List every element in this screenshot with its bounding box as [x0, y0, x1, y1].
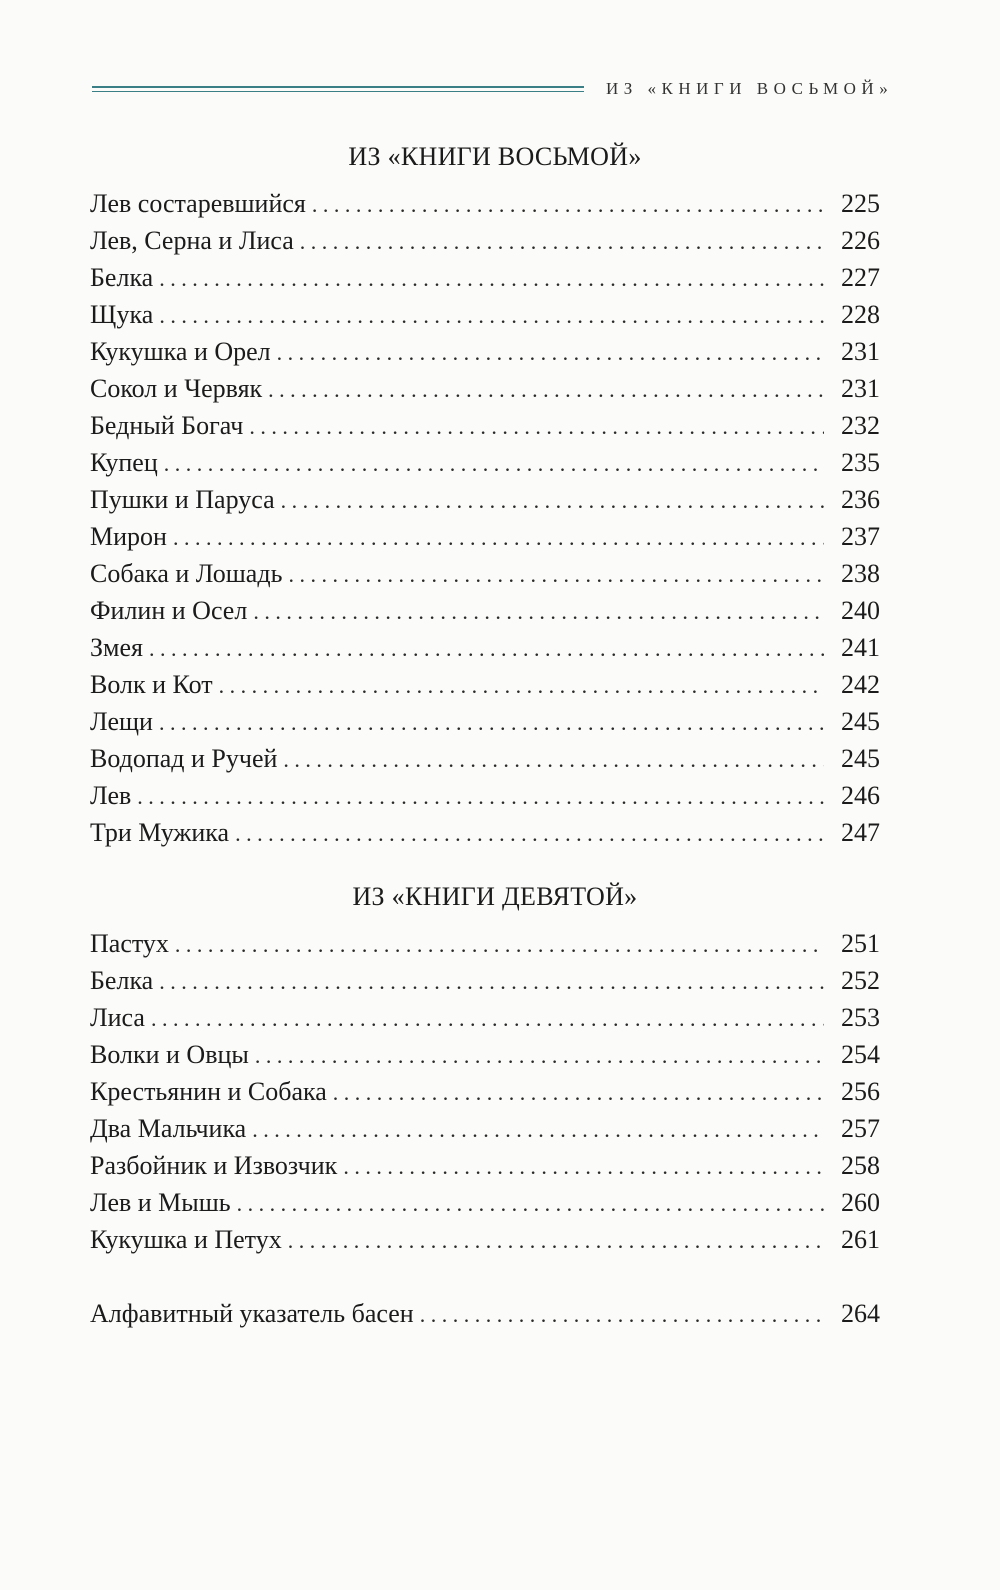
toc-entry-title: Белка [90, 966, 154, 995]
toc-entry-page: 241 [841, 633, 880, 662]
toc-entry[interactable] [90, 259, 880, 296]
toc-entry-page: 228 [841, 300, 880, 329]
toc-entry-page: 245 [841, 707, 880, 736]
toc-entry[interactable] [90, 1147, 880, 1184]
dot-leader [235, 815, 824, 852]
dot-leader [312, 186, 824, 223]
toc-entry-title: Разбойник и Извозчик [90, 1151, 338, 1180]
section-title-book-eight: ИЗ «КНИГИ ВОСЬМОЙ» [348, 142, 642, 171]
toc-entry-page: 251 [841, 929, 880, 958]
toc-entry[interactable] [90, 370, 880, 407]
dot-leader [333, 1074, 824, 1111]
toc-entry-page: 235 [841, 448, 880, 477]
dot-leader [253, 593, 824, 630]
toc-entry-title: Сокол и Червяк [90, 374, 263, 403]
toc-entry-title: Мирон [90, 522, 167, 551]
toc-entry-title: Лев [90, 781, 132, 810]
toc-entry-title: Крестьянин и Собака [90, 1077, 327, 1106]
toc-entry[interactable] [90, 666, 880, 703]
toc-entry-page: 253 [841, 1003, 880, 1032]
toc-entry[interactable] [90, 296, 880, 333]
toc-entry[interactable] [90, 703, 880, 740]
toc-entry-page: 260 [841, 1188, 880, 1217]
toc-entry-page: 236 [841, 485, 880, 514]
toc-entry-title: Волки и Овцы [90, 1040, 249, 1069]
toc-entry-title: Щука [90, 300, 154, 329]
toc-entry-title: Алфавитный указатель басен [90, 1299, 414, 1328]
toc-entry-page: 258 [841, 1151, 880, 1180]
dot-leader [219, 667, 824, 704]
toc-entry-title: Змея [90, 633, 143, 662]
header-rule [92, 86, 584, 92]
toc-entry-title: Филин и Осел [90, 596, 248, 625]
toc-entry[interactable] [90, 407, 880, 444]
toc-entry[interactable] [90, 518, 880, 555]
toc-entry-page: 246 [841, 781, 880, 810]
dot-leader [277, 334, 824, 371]
toc-entry-page: 227 [841, 263, 880, 292]
toc-entry-title: Кукушка и Орел [90, 337, 271, 366]
dot-leader [255, 1037, 824, 1074]
dot-leader [173, 519, 824, 556]
toc-entry-page: 254 [841, 1040, 880, 1069]
toc-entry-title: Волк и Кот [90, 670, 213, 699]
dot-leader [288, 556, 824, 593]
dot-leader [159, 297, 824, 334]
toc-list-book-nine [90, 925, 880, 1258]
dot-leader [159, 704, 824, 741]
toc-entry-title: Лещи [90, 707, 153, 736]
dot-leader [159, 963, 824, 1000]
dot-leader [252, 1111, 824, 1148]
toc-entry[interactable] [90, 1110, 880, 1147]
toc-entry-page: 238 [841, 559, 880, 588]
running-head [92, 78, 892, 100]
toc-entry-page: 247 [841, 818, 880, 847]
dot-leader [151, 1000, 824, 1037]
dot-leader [281, 482, 824, 519]
toc-entry-title: Пастух [90, 929, 169, 958]
dot-leader [343, 1148, 824, 1185]
dot-leader [164, 445, 824, 482]
toc-index [90, 1295, 880, 1332]
toc-entry[interactable] [90, 1184, 880, 1221]
toc-entry[interactable] [90, 1221, 880, 1258]
toc-entry[interactable] [90, 962, 880, 999]
dot-leader [268, 371, 824, 408]
toc-entry-title: Белка [90, 263, 154, 292]
toc-entry-title: Бедный Богач [90, 411, 244, 440]
toc-entry-title: Кукушка и Петух [90, 1225, 282, 1254]
toc-entry-title: Лев состаревшийся [90, 189, 306, 218]
toc-entry-title: Собака и Лошадь [90, 559, 283, 588]
toc-entry-index[interactable] [90, 1295, 880, 1332]
toc-entry[interactable] [90, 1036, 880, 1073]
section-title-book-nine: ИЗ «КНИГИ ДЕВЯТОЙ» [352, 882, 638, 911]
toc-entry[interactable] [90, 592, 880, 629]
toc-entry-title: Лев, Серна и Лиса [90, 226, 294, 255]
toc-entry-page: 252 [841, 966, 880, 995]
toc-entry-page: 245 [841, 744, 880, 773]
toc-entry[interactable] [90, 629, 880, 666]
toc-entry[interactable] [90, 814, 880, 851]
toc-entry[interactable] [90, 999, 880, 1036]
toc-entry-title: Пушки и Паруса [90, 485, 275, 514]
toc-entry-page: 264 [841, 1299, 880, 1328]
dot-leader [249, 408, 824, 445]
toc-entry[interactable] [90, 555, 880, 592]
toc-list-book-eight [90, 185, 880, 851]
toc-entry-page: 231 [841, 337, 880, 366]
dot-leader [149, 630, 824, 667]
toc-entry-page: 256 [841, 1077, 880, 1106]
dot-leader [159, 260, 824, 297]
toc-entry-title: Водопад и Ручей [90, 744, 278, 773]
toc-entry-title: Лиса [90, 1003, 145, 1032]
dot-leader [237, 1185, 824, 1222]
toc-entry-title: Лев и Мышь [90, 1188, 231, 1217]
toc-entry[interactable] [90, 444, 880, 481]
toc-entry-page: 261 [841, 1225, 880, 1254]
toc-entry-page: 232 [841, 411, 880, 440]
toc-entry-page: 237 [841, 522, 880, 551]
dot-leader [283, 741, 824, 778]
dot-leader [300, 223, 824, 260]
toc-entry-page: 240 [841, 596, 880, 625]
running-head-title: ИЗ «КНИГИ ВОСЬМОЙ» [606, 79, 894, 98]
toc-entry-page: 226 [841, 226, 880, 255]
toc-entry[interactable] [90, 185, 880, 222]
toc-entry-page: 242 [841, 670, 880, 699]
toc-entry[interactable] [90, 222, 880, 259]
toc-entry-page: 231 [841, 374, 880, 403]
dot-leader [420, 1296, 824, 1333]
dot-leader [137, 778, 824, 815]
toc-entry-title: Три Мужика [90, 818, 230, 847]
toc-entry[interactable] [90, 333, 880, 370]
toc-entry[interactable] [90, 740, 880, 777]
toc-entry[interactable] [90, 925, 880, 962]
dot-leader [288, 1222, 824, 1259]
dot-leader [175, 926, 824, 963]
toc-entry-page: 225 [841, 189, 880, 218]
toc-entry[interactable] [90, 1073, 880, 1110]
toc-entry[interactable] [90, 777, 880, 814]
toc-entry-title: Купец [90, 448, 158, 477]
toc-entry[interactable] [90, 481, 880, 518]
toc-entry-page: 257 [841, 1114, 880, 1143]
toc-entry-title: Два Мальчика [90, 1114, 247, 1143]
